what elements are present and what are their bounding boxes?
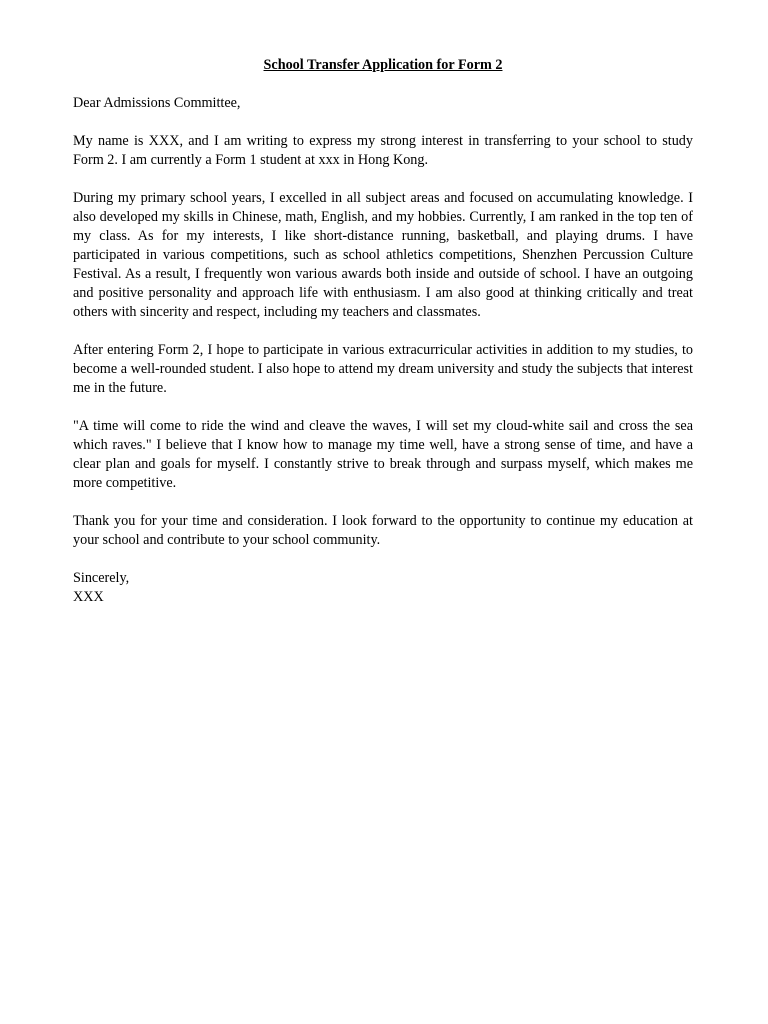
paragraph-primary-school: During my primary school years, I excelled in all subject areas and focused on accumulating knowledge. I also developed my skills in Chinese, math, English, and my hobbies. Currently, I am ranked in the top ten of my class. As for my interests, I like short-distance running, basketball, and playing drums. I have participated in various competitions, such as school athletics competitions, Shenzhen Percussion Culture Festival. As a result, I frequently won various awards both inside and outside of school. I have an outgoing and positive personality and approach life with enthusiasm. I am also good at thinking critically and treat others with sincerity and respect, including my teachers and classmates. <box>73 190 693 320</box>
paragraph-form-2-goals: After entering Form 2, I hope to participate in various extracurricular activities in addition to my studies, to become a well-rounded student. I also hope to attend my dream university and study the subjects that interest me in the future. <box>73 342 693 396</box>
letter-title: School Transfer Application for Form 2 <box>263 57 503 73</box>
signature: XXX <box>73 589 104 605</box>
letter-body <box>73 56 693 607</box>
salutation: Dear Admissions Committee, <box>73 95 241 111</box>
closing: Sincerely, <box>73 570 130 586</box>
paragraph-intro: My name is XXX, and I am writing to express my strong interest in transferring to your school to study Form 2. I am currently a Form 1 student at xxx in Hong Kong. <box>73 133 693 168</box>
paragraph-thanks: Thank you for your time and consideration. I look forward to the opportunity to continue my education at your school and contribute to your school community. <box>73 513 693 548</box>
paragraph-quote: "A time will come to ride the wind and cleave the waves, I will set my cloud-white sail and cross the sea which raves." I believe that I know how to manage my time well, have a strong sense of time, and have a clear plan and goals for myself. I constantly strive to break through and surpass myself, which makes me more competitive. <box>73 418 693 491</box>
